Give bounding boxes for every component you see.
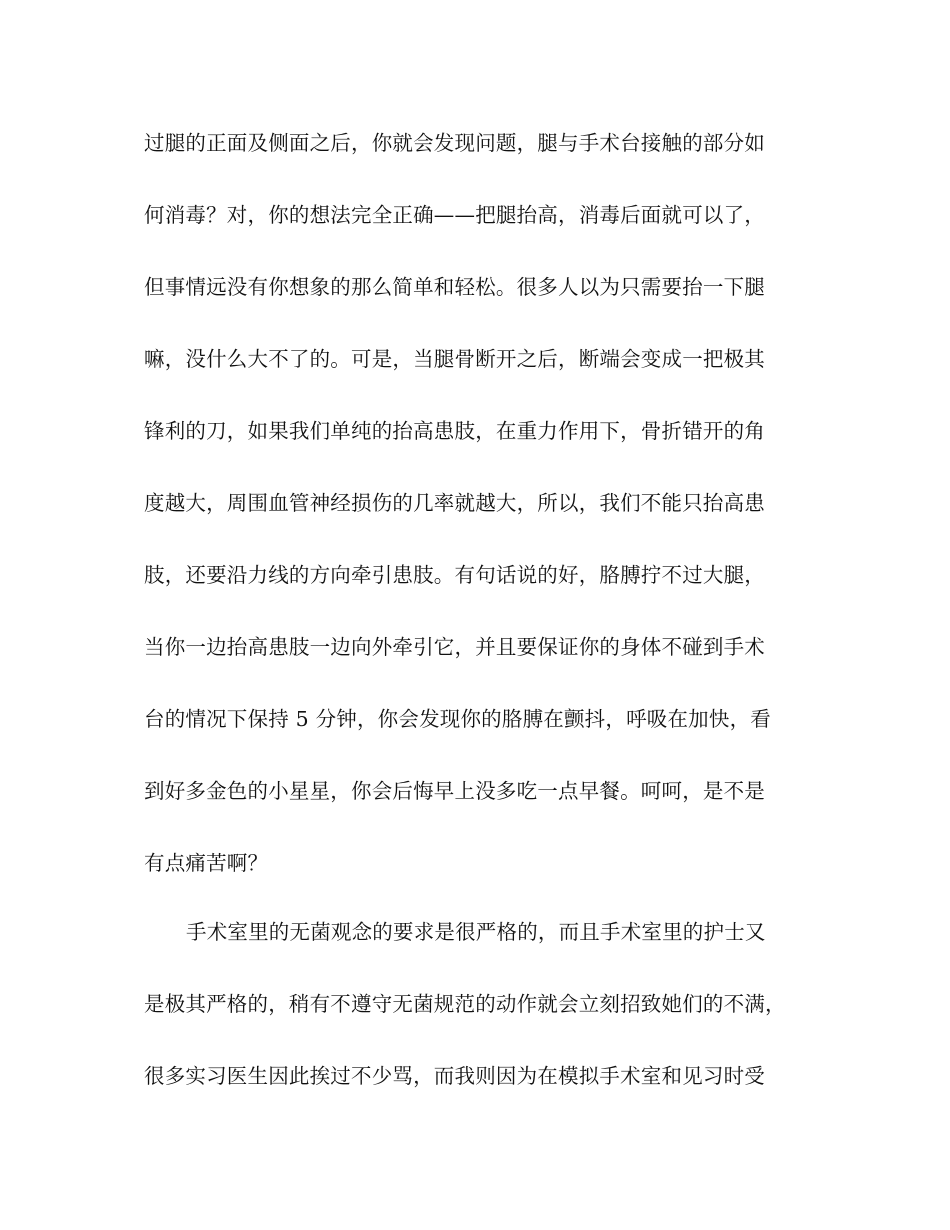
text-line: 肢，还要沿力线的方向牵引患肢。有句话说的好，胳膊拧不过大腿， bbox=[144, 563, 765, 587]
text-line: 过腿的正面及侧面之后，你就会发现问题，腿与手术台接触的部分如 bbox=[144, 131, 765, 155]
text-line: 但事情远没有你想象的那么简单和轻松。很多人以为只需要抬一下腿 bbox=[144, 275, 765, 299]
text-line: 何消毒？对，你的想法完全正确——把腿抬高，消毒后面就可以了， bbox=[144, 203, 765, 227]
text-line: 是极其严格的，稍有不遵守无菌规范的动作就会立刻招致她们的不满， bbox=[144, 992, 786, 1016]
text-line: 嘛，没什么大不了的。可是，当腿骨断开之后，断端会变成一把极其 bbox=[144, 347, 765, 371]
text-line: 很多实习医生因此挨过不少骂，而我则因为在模拟手术室和见习时受 bbox=[144, 1064, 765, 1088]
text-line: 手术室里的无菌观念的要求是很严格的，而且手术室里的护士又 bbox=[186, 920, 766, 944]
text-line: 度越大，周围血管神经损伤的几率就越大，所以，我们不能只抬高患 bbox=[144, 491, 765, 515]
text-line: 有点痛苦啊？ bbox=[144, 851, 269, 875]
text-line: 台的情况下保持 5 分钟，你会发现你的胳膊在颤抖，呼吸在加快，看 bbox=[144, 707, 771, 731]
text-line: 到好多金色的小星星，你会后悔早上没多吃一点早餐。呵呵，是不是 bbox=[144, 779, 765, 803]
text-line: 锋利的刀，如果我们单纯的抬高患肢，在重力作用下，骨折错开的角 bbox=[144, 419, 765, 443]
text-line: 当你一边抬高患肢一边向外牵引它，并且要保证你的身体不碰到手术 bbox=[144, 635, 765, 659]
